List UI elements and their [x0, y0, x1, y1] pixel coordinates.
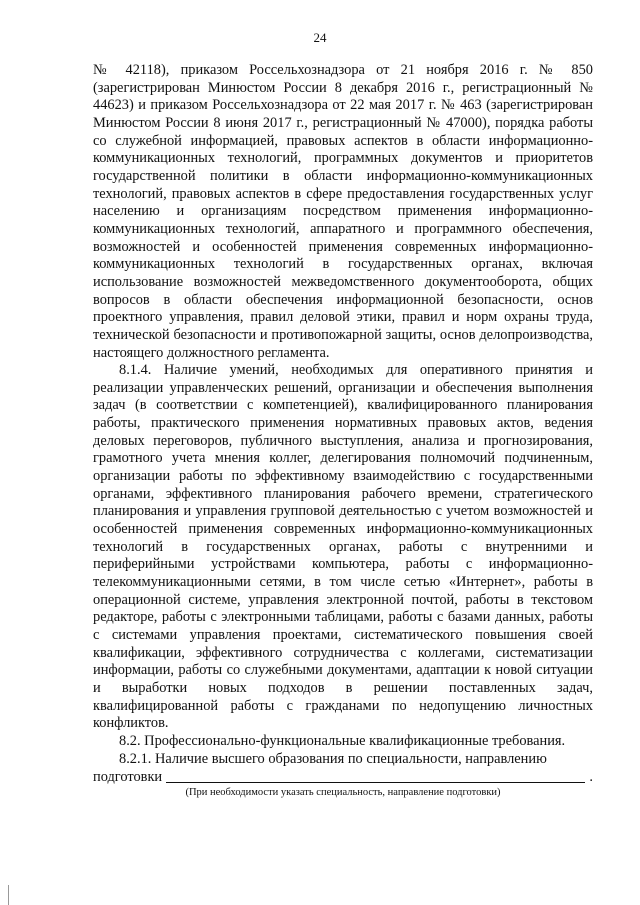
paragraph-8-2: 8.2. Профессионально-функциональные квалификационные требования.: [119, 732, 566, 749]
paragraph-continuation: № 42118), приказом Россельхознадзора от 21 ноября 2016 г. № 850 (зарегистрирован Минюстом России 8 декабря 2016 г., регистрационный № 44623) и приказом Россельхознадзора от 22 мая 2017 г. № 463 (зарегистрирован Минюстом России 8 июня 2017 г., регистрационный № 47000), порядка работы со служебной информацией, правовых аспектов в области информационно-коммуникационных технологий, программных документов и приоритетов государственной политики в области информационно-коммуникационных технологий, правовых аспектов в сфере предоставления государственных услуг населению и организациям посредством применения информационно-коммуникационных технологий, аппаратного и программного обеспечения, возможностей и особенностей применения современных информационно-коммуникационных технологий в государственных органах, включая использование возможностей межведомственного документооборота, общих вопросов в области обеспечения информационной безопасности, основ проектного управления, правил деловой этики, правил и норм охраны труда, технической безопасности и противопожарной защиты, основ делопроизводства, настоящего должностного регламента.: [93, 62, 593, 361]
fill-line-label: подготовки: [93, 768, 163, 785]
paragraph-8-2-1: 8.2.1. Наличие высшего образования по специальности, направлению: [119, 750, 547, 767]
page-number: 24: [313, 30, 327, 45]
scan-edge-mark: [0, 885, 9, 905]
fill-line-blank: [166, 768, 585, 783]
body-text: [93, 62, 593, 799]
fill-line-end: .: [589, 768, 593, 785]
fill-line-note: (При необходимости указать специальность, направление подготовки): [185, 787, 501, 799]
paragraph-8-1-4: 8.1.4. Наличие умений, необходимых для оперативного принятия и реализации управленческих решений, организации и обеспечения выполнения задач (в соответствии с компетенцией), квалифицированного планирования работы, практического применения нормативных правовых актов, ведения деловых переговоров, публичного выступления, анализа и прогнозирования, грамотного учета мнения коллег, делегирования полномочий подчиненным, организации работы по эффективному взаимодействию с государственными органами, эффективного планирования рабочего времени, стратегического планирования и управления групповой деятельностью с учетом возможностей и особенностей применения современных информационно-коммуникационных технологий в государственных органах, работы с внутренними и периферийными устройствами компьютера, работы с информационно-телекоммуникационными сетями, в том числе сетью «Интернет», работы в операционной системе, управления электронной почтой, работы в текстовом редакторе, работы с электронными таблицами, работы с базами данных, работы с системами управления проектами, систематического повышения своей квалификации, эффективного сотрудничества с коллегами, систематизации информации, работы со служебными документами, адаптации к новой ситуации и выработки новых подходов в решении поставленных задач, квалифицированной работы с гражданами по недопущению личностных конфликтов.: [93, 362, 593, 732]
fill-line-row: [93, 768, 593, 786]
